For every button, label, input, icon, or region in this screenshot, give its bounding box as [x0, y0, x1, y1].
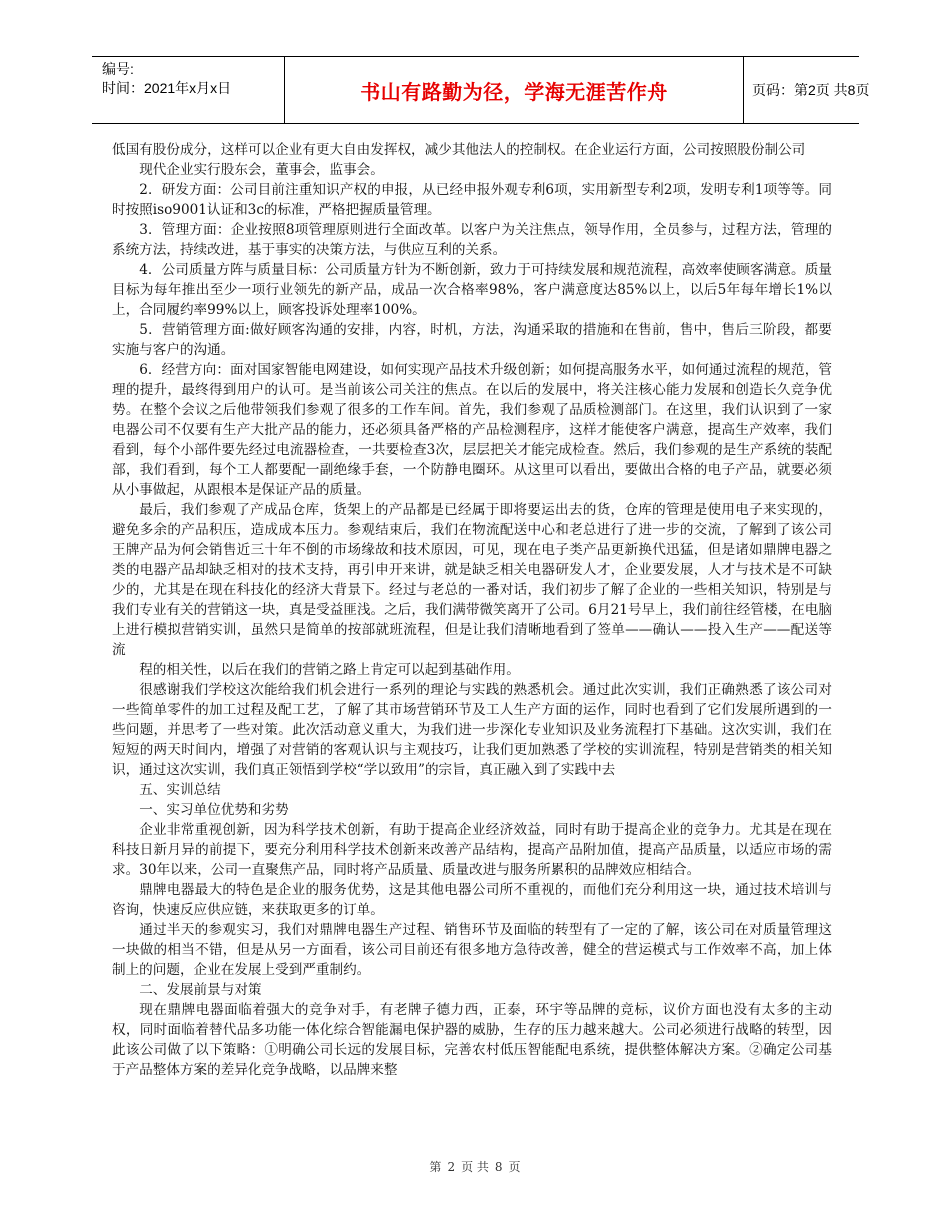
header-motto-cell: [284, 57, 744, 123]
paragraph: 现在鼎牌电器面临着强大的竞争对手，有老牌子德力西，正泰，环宇等品牌的竞标，议价方面也没有太多的主动权，同时面临着替代品多功能一体化综合智能漏电保护器的威胁，生存的压力越来越大。公司必须进行战略的转型，因此该公司做了以下策略：①明确公司长远的发展目标，完善农村低压智能配电系统，提供整体解决方案。②确定公司基于产品整体方案的差异化竞争战略，以品牌来整: [112, 1002, 832, 1078]
document-time-label: 时间：2021年x月x日: [102, 80, 232, 96]
paragraph: 很感谢我们学校这次能给我们机会进行一系列的理论与实践的熟悉机会。通过此次实训，我们正确熟悉了该公司对一些简单零件的加工过程及配工艺，了解了其市场营销环节及工人生产方面的运作，同时也看到了它们发展所遇到的一些问题，并思考了一些对策。此次活动意义重大，为我们进一步深化专业知识及业务流程打下基础。这次实训，我们在短短的两天时间内，增强了对营销的客观认识与主观技巧，让我们更加熟悉了学校的实训流程，特别是营销类的相关知识，通过这次实训，我们真正领悟到学校“学以致用”的宗旨，真正融入到了实践中去: [112, 682, 832, 778]
footer-total: 8: [494, 1160, 503, 1174]
paragraph: 程的相关性，以后在我们的营销之路上肯定可以起到基础作用。: [139, 662, 520, 678]
footer-middle: 页 共: [461, 1160, 489, 1174]
header-meta: [92, 57, 284, 123]
paragraph: 6．经营方向：面对国家智能电网建设，如何实现产品技术升级创新；如何提高服务水平，如何通过流程的规范，管理的提升，最终得到用户的认可。是当前该公司关注的焦点。在以后的发展中，将关注核心能力发展和创造长久竞争优势。在整个会议之后他带领我们参观了很多的工作车间。首先，我们参观了品质检测部门。在这里，我们认识到了一家电器公司不仅要有生产大批产品的能力，还必须具备严格的产品检测程序，这样才能使客户满意，提高生产效率，我们看到，每个小部件要先经过电流器检查，一共要检查3次，层层把关才能完成检查。然后，我们参观的是生产系统的装配部，我们看到，每个工人都要配一副绝缘手套，一个防静电圈环。从这里可以看出，要做出合格的电子产品，就要必须从小事做起，从跟根本是保证产品的质量。: [112, 362, 832, 498]
footer-suffix: 页: [508, 1160, 521, 1174]
footer-page: 2: [447, 1160, 456, 1174]
page-header: [92, 56, 870, 124]
section-heading: 一、实习单位优势和劣势: [139, 802, 289, 818]
paragraph: 企业非常重视创新，因为科学技术创新，有助于提高企业经济效益，同时有助于提高企业的竞争力。尤其是在现在科技日新月异的前提下，要充分利用科学技术创新来改善产品结构，提高产品附加值，提高产品质量，以适应市场的需求。30年以来，公司一直聚焦产品，同时将产品质量、质量改进与服务所累积的品牌效应相结合。: [112, 822, 832, 878]
section-heading: 二、发展前景与对策: [139, 982, 262, 998]
page-footer: [0, 1158, 950, 1175]
paragraph: 5．营销管理方面:做好顾客沟通的安排，内容，时机，方法，沟通采取的措施和在售前，售中，售后三阶段，都要实施与客户的沟通。: [112, 322, 832, 358]
footer-prefix: 第: [429, 1160, 442, 1174]
section-heading: 五、实训总结: [139, 782, 221, 798]
paragraph: 现代企业实行股东会，董事会，监事会。: [139, 162, 384, 178]
paragraph: 4．公司质量方阵与质量目标：公司质量方针为不断创新，致力于可持续发展和规范流程，高效率使顾客满意。质量目标为每年推出至少一项行业领先的新产品，成品一次合格率98%，客户满意度达85%以上，以后5年每年增长1%以上，合同履约率99%以上，顾客投诉处理率100%。: [112, 262, 832, 318]
header-motto: 书山有路勤为径，学海无涯苦作舟: [360, 79, 668, 104]
paragraph: 最后，我们参观了产成品仓库，货架上的产品都是已经属于即将要运出去的货，仓库的管理是使用电子来实现的，避免多余的产品积压，造成成本压力。参观结束后，我们在物流配送中心和老总进行了进一步的交流，了解到了该公司王牌产品为何会销售近三十年不倒的市场缘故和技术原因，可见，现在电子类产品更新换代迅猛，但是诸如鼎牌电器之类的电器产品却缺乏相对的技术支持，再引申开来讲，就是缺乏相关电器研发人才，企业要发展，人才与技术是不可缺少的，尤其是在现在科技化的经济大背景下。经过与老总的一番对话，我们初步了解了企业的一些相关知识，特别是与我们专业有关的营销这一块，真是受益匪浅。之后，我们满带微笑离开了公司。6月21号早上，我们前往经管楼，在电脑上进行模拟营销实训，虽然只是简单的按部就班流程，但是让我们清晰地看到了签单——确认——投入生产——配送等流: [112, 502, 832, 658]
document-number-label: 编号:: [102, 61, 134, 77]
paragraph: 2．研发方面：公司目前注重知识产权的申报，从已经申报外观专利6项，实用新型专利2项，发明专利1项等等。同时按照iso9001认证和3c的标准，严格把握质量管理。: [112, 182, 832, 218]
paragraph: 鼎牌电器最大的特色是企业的服务优势，这是其他电器公司所不重视的，而他们充分利用这一块，通过技术培训与咨询，快速反应供应链，来获取更多的订单。: [112, 882, 832, 918]
paragraph: 低国有股份成分，这样可以企业有更大自由发挥权，减少其他法人的控制权。在企业运行方面，公司按照股份制公司: [112, 142, 806, 158]
paragraph: 3．管理方面：企业按照8项管理原则进行全面改革。以客户为关注焦点，领导作用，全员参与，过程方法，管理的系统方法，持续改进，基于事实的决策方法，与供应互利的关系。: [112, 222, 832, 258]
paragraph: 通过半天的参观实习，我们对鼎牌电器生产过程、销售环节及面临的转型有了一定的了解，该公司在对质量管理这一块做的相当不错，但是从另一方面看，该公司目前还有很多地方急待改善，健全的营运模式与工作效率不高，加上体制上的问题，企业在发展上受到严重制约。: [112, 922, 832, 978]
body-text: [112, 140, 832, 1080]
header-page-number: 页码：第2页 共8页: [752, 82, 870, 98]
header-page-cell: [742, 57, 870, 123]
